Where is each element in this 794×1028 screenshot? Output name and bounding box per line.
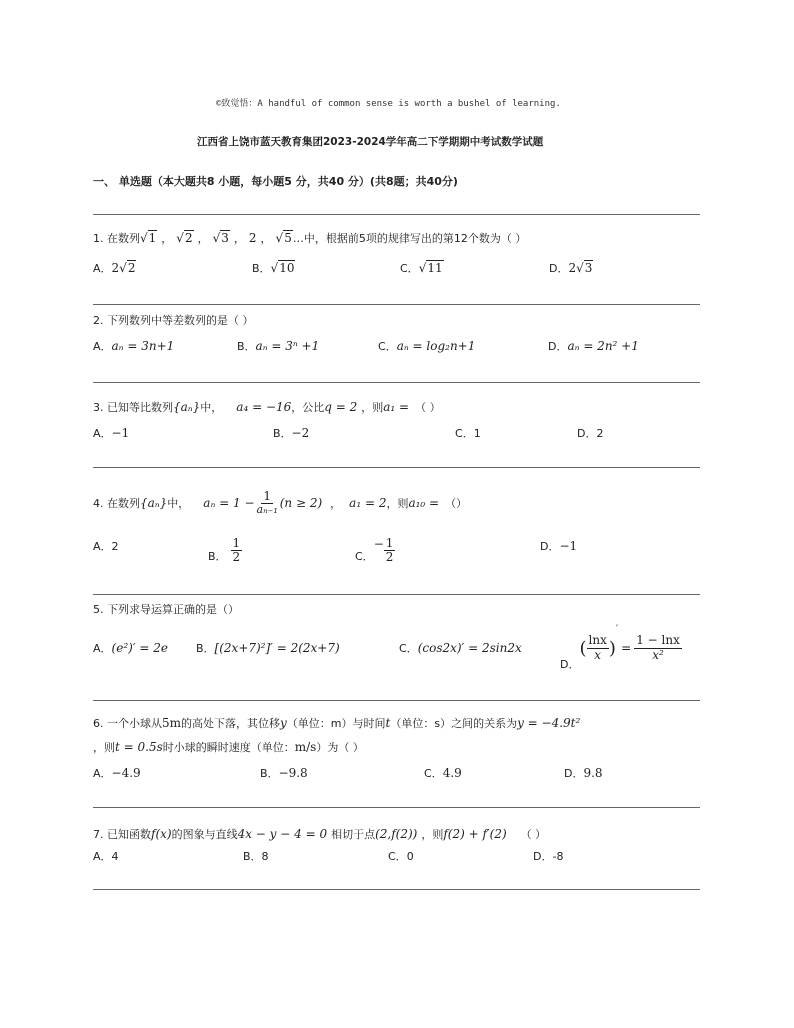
q4-option-a[interactable]: A． 2 [93, 539, 119, 553]
q7-option-a[interactable]: A． 4 [93, 849, 119, 863]
q1-sqrt5: √5 [275, 231, 292, 245]
q5-option-c[interactable]: C． (cos2x)′ = 2sin2x [399, 641, 522, 655]
q3-option-b[interactable]: B． −2 [273, 426, 310, 440]
q2-option-b[interactable]: B． aₙ = 3ⁿ +1 [237, 339, 320, 353]
question-7: 7. 已知函数 f(x) 的图象与直线 4x − y − 4 = 0 相切于点 (2,f(2)) ，则 f(2) + f′(2) （ ） [93, 827, 547, 841]
question-5: 5. 下列求导运算正确的是（） [93, 603, 239, 616]
q1-sqrt1: √1 [140, 231, 157, 245]
q1-sqrt3: √3 [212, 231, 229, 245]
section-heading: 一、 单选题（本大题共8 小题，每小题5 分，共40 分）(共8题；共40分) [93, 175, 458, 188]
question-2: 2. 下列数列中等差数列的是（ ） [93, 314, 254, 327]
q2-option-d[interactable]: D． aₙ = 2n² +1 [548, 339, 639, 353]
question-1: 1. 在数列 √1 ， √2 ， √3 ， 2 ， √5 …中，根据前5项的规律写出的第12个数为（ ） [93, 231, 527, 245]
q6-option-c[interactable]: C． 4.9 [424, 766, 462, 780]
separator [93, 807, 700, 808]
separator [93, 700, 700, 701]
separator [93, 304, 700, 305]
q6-option-d[interactable]: D． 9.8 [564, 766, 603, 780]
motto: ©致觉悟：A handful of common sense is worth a bushel of learning. [216, 99, 561, 109]
q6-option-a[interactable]: A． −4.9 [93, 766, 141, 780]
q3-option-c[interactable]: C． 1 [455, 426, 481, 440]
q4-fraction: $\frac{1}{\text{aₙ₋₁}}$ [256, 488, 278, 517]
q6-option-b[interactable]: B． −9.8 [260, 766, 308, 780]
page-title: 江西省上饶市蓝天教育集团2023-2024学年高二下学期期中考试数学试题 [197, 136, 544, 148]
question-4: 4. 在数列 {aₙ} 中， aₙ = 1 − $\frac{1}{\text{aₙ₋₁}}$ (n ≥ 2) ， a₁ = 2 ，则 a₁₀ = （） [93, 488, 468, 517]
q3-option-a[interactable]: A． −1 [93, 426, 130, 440]
q3-option-d[interactable]: D． 2 [577, 426, 604, 440]
q5-option-a[interactable]: A． (e²)′ = 2e [93, 641, 168, 655]
question-6: 6. 一个小球从 5m 的高处下落，其位移 y （单位：m）与时间 t （单位：s）之间的关系为 y = −4.9t² [93, 716, 581, 730]
separator [93, 467, 700, 468]
q4-option-d[interactable]: D． −1 [540, 539, 578, 553]
q1-sqrt2: √2 [176, 231, 193, 245]
q5-option-b[interactable]: B． [(2x+7)²]′ = 2(2x+7) [196, 641, 340, 655]
q4-option-c[interactable]: C． − $\frac{1}{2}$ [355, 535, 394, 564]
q4-option-b[interactable]: B． $\frac{1}{2}$ [208, 535, 241, 564]
q1-option-b[interactable]: B． √10 [252, 261, 295, 275]
q7-option-d[interactable]: D． -8 [533, 849, 564, 863]
q7-option-c[interactable]: C． 0 [388, 849, 414, 863]
question-6-line2: ，则 t = 0.5s 时小球的瞬时速度（单位： m/s ）为（ ） [93, 740, 364, 754]
q7-option-b[interactable]: B． 8 [243, 849, 269, 863]
q1-suffix: …中，根据前5项的规律写出的第12个数为（ ） [292, 232, 527, 245]
q2-option-a[interactable]: A． aₙ = 3n+1 [93, 339, 175, 353]
separator [93, 594, 700, 595]
q5-option-d[interactable]: D． ( $\frac{\ln x}{x}$ ) ′ = $\frac{1 - \ln x}{\text{x²}}$ [560, 624, 680, 671]
separator [93, 382, 700, 383]
q2-option-c[interactable]: C． aₙ = log₂n+1 [378, 339, 476, 353]
q1-option-a[interactable]: A． 2 √2 [93, 261, 136, 275]
q1-term4: 2 [248, 231, 257, 245]
separator [93, 214, 700, 215]
q1-prefix: 1. 在数列 [93, 232, 140, 245]
separator [93, 889, 700, 890]
q1-option-c[interactable]: C． √11 [400, 261, 443, 275]
q1-option-d[interactable]: D． 2 √3 [549, 261, 593, 275]
q3-seq: {aₙ} [173, 400, 201, 414]
question-3: 3. 已知等比数列 {aₙ} 中， a₄ = −16 ，公比 q = 2 ，则 a₁ = （ ） [93, 400, 441, 414]
